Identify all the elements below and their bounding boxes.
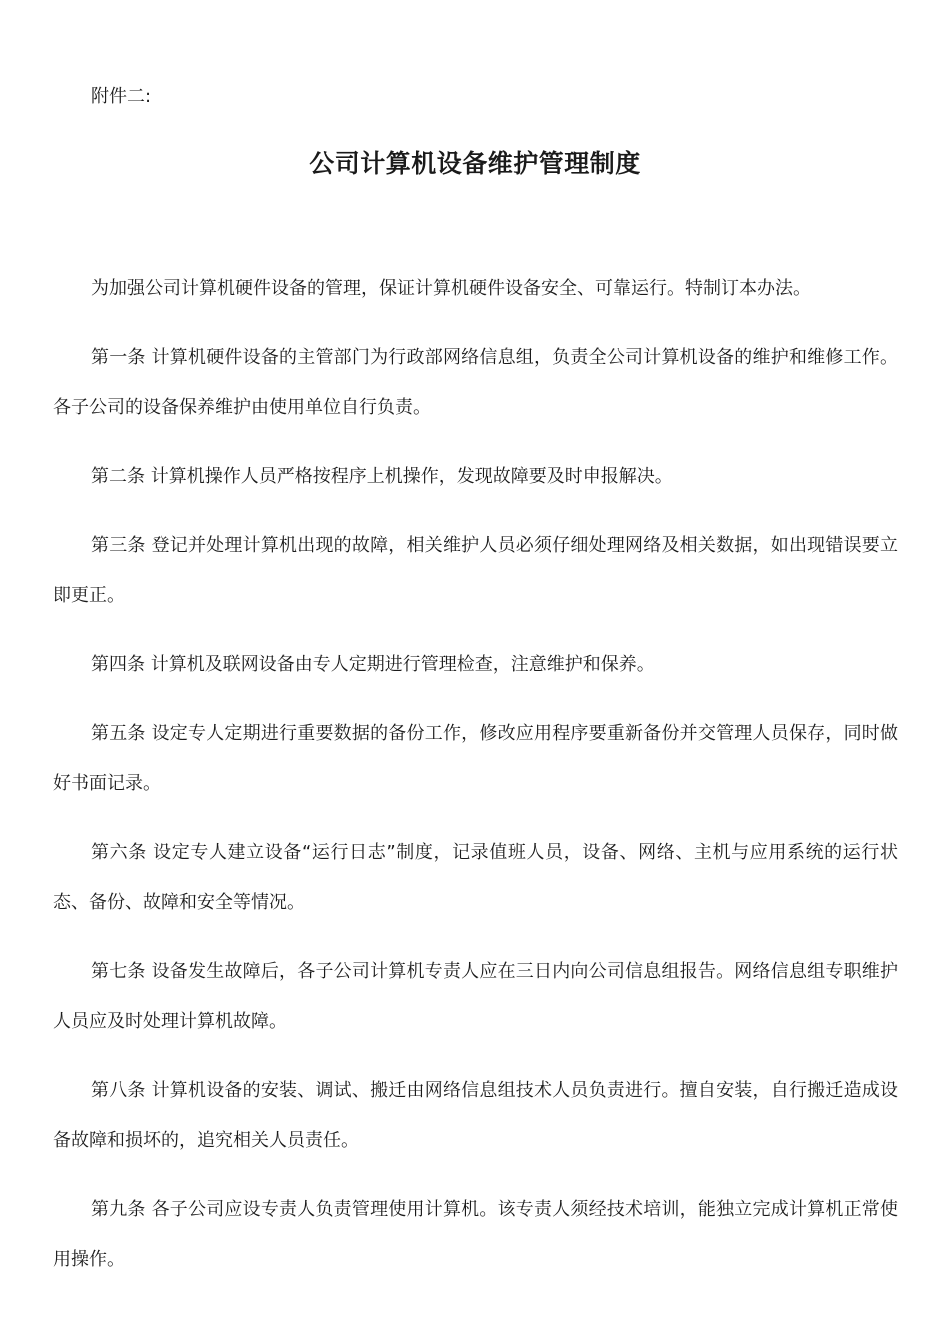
paragraph-article-8: 第八条 计算机设备的安装、调试、搬迁由网络信息组技术人员负责进行。擅自安装，自行搬迁造成设备故障和损坏的，追究相关人员责任。	[53, 1080, 898, 1151]
paragraph-article-7: 第七条 设备发生故障后，各子公司计算机专责人应在三日内向公司信息组报告。网络信息组专职维护人员应及时处理计算机故障。	[53, 961, 898, 1032]
paragraph-article-5: 第五条 设定专人定期进行重要数据的备份工作，修改应用程序要重新备份并交管理人员保存，同时做好书面记录。	[53, 723, 898, 794]
paragraph-preamble: 为加强公司计算机硬件设备的管理，保证计算机硬件设备安全、可靠运行。特制订本办法。	[91, 278, 811, 299]
paragraph-article-6: 第六条 设定专人建立设备“运行日志”制度，记录值班人员，设备、网络、主机与应用系统的运行状态、备份、故障和安全等情况。	[53, 842, 898, 913]
document-title: 公司计算机设备维护管理制度	[309, 149, 641, 178]
paragraph-article-3: 第三条 登记并处理计算机出现的故障，相关维护人员必须仔细处理网络及相关数据，如出现错误要立即更正。	[53, 535, 898, 606]
paragraph-article-1: 第一条 计算机硬件设备的主管部门为行政部网络信息组，负责全公司计算机设备的维护和维修工作。各子公司的设备保养维护由使用单位自行负责。	[53, 347, 898, 418]
attachment-label: 附件二:	[91, 86, 152, 107]
paragraph-article-2: 第二条 计算机操作人员严格按程序上机操作，发现故障要及时申报解决。	[91, 466, 673, 487]
document-body	[53, 264, 898, 1285]
paragraph-article-4: 第四条 计算机及联网设备由专人定期进行管理检查，注意维护和保养。	[91, 654, 655, 675]
paragraph-article-9: 第九条 各子公司应设专责人负责管理使用计算机。该专责人须经技术培训，能独立完成计算机正常使用操作。	[53, 1199, 898, 1270]
